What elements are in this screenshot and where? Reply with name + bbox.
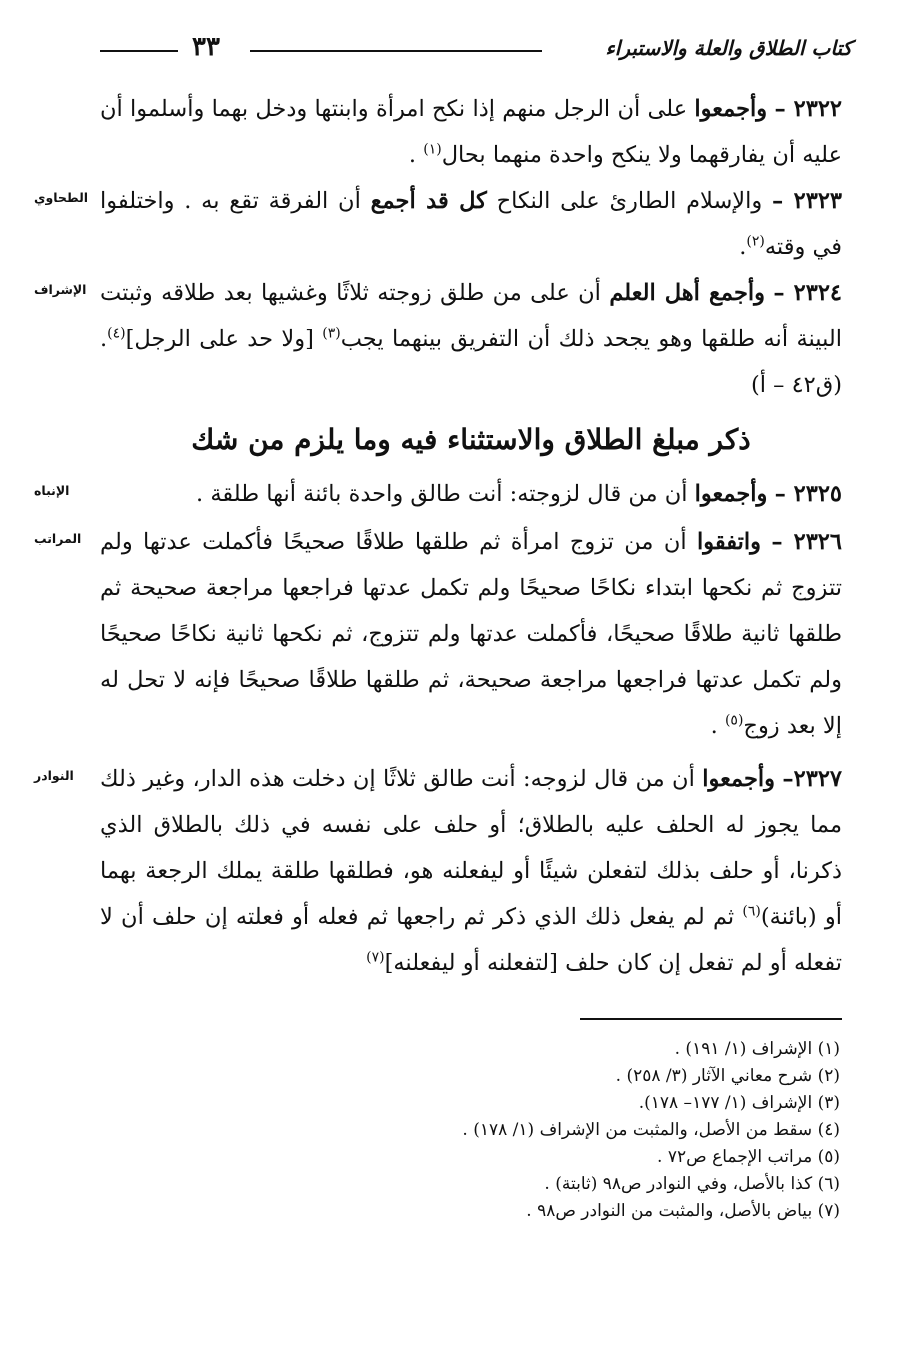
source-label: الطحاوي <box>34 190 89 205</box>
entry-number: ٢٣٢٤ – <box>773 280 842 306</box>
section-heading: ذكر مبلغ الطلاق والاستثناء فيه وما يلزم من شك <box>191 423 751 456</box>
entry-tail: . (ق٤٢ – أ) <box>100 326 842 398</box>
source-label: المراتب <box>34 531 82 546</box>
running-header <box>100 30 852 70</box>
entry-2327 <box>100 756 842 986</box>
entry-keyword: واتفقوا <box>696 529 761 555</box>
footnote-item: (٧) بياض بالأصل، والمثبت من النوادر ص٩٨ . <box>526 1201 840 1221</box>
source-label: النوادر <box>34 768 74 783</box>
entry-2324 <box>100 270 842 408</box>
entry-keyword: وأجمعوا <box>694 481 768 507</box>
footnotes <box>100 1036 840 1225</box>
footnote-ref: (٧) <box>366 949 385 966</box>
entry-keyword: وأجمعوا <box>694 96 768 122</box>
entry-2325 <box>100 471 842 517</box>
entry-2322 <box>100 86 842 178</box>
entry-tail: . <box>710 713 725 739</box>
entry-text: على أن الرجل منهم إذا نكح امرأة وابنتها ودخل بهما وأسلموا أن عليه أن يفارقهما ولا ينكح واحدة منهما بحال <box>100 96 842 168</box>
footnote-separator <box>580 1018 842 1020</box>
footnote-item: (١) الإشراف (١/ ١٩١) . <box>674 1039 840 1059</box>
entry-text: أن من تزوج امرأة ثم طلقها طلاقًا صحيحًا فأكملت عدتها ولم تتزوج ثم نكحها ابتداء نكاحًا صحيحًا ولم تكمل عدتها فراجعها مراجعة صحيحة ثم طلقها ثانية طلاقًا صحيحًا، فأكملت عدتها ولم تتزوج، ثم نكحها ثانية نكاحًا صحيحًا ولم تكمل عدتها فراجعها مراجعة صحيحة، ثم طلقها طلاقًا صحيحًا فإنه لا تحل له إلا بعد زوج <box>100 529 842 739</box>
header-rule <box>250 50 542 52</box>
entry-tail: . <box>739 234 747 260</box>
entry-text: والإسلام الطارئ على النكاح <box>496 188 763 214</box>
entry-text: أن على من طلق زوجته ثلاثًا وغشيها بعد طلاقه وثبتت البينة أنه طلقها وهو يجحد ذلك أن التفريق بينهما يجب <box>100 280 842 352</box>
footnote-ref: (١) <box>423 141 442 158</box>
entry-text: ثم لم يفعل ذلك الذي ذكر ثم راجعها ثم فعله أو فعلته إن حلف أن لا تفعله أو لم تفعل إن كان حلف [لتفعلنه أو ليفعلنه] <box>100 904 842 976</box>
entry-tail: . <box>408 142 424 168</box>
footnote-ref: (٢) <box>746 233 765 250</box>
entry-number: ٢٣٢٢ – <box>774 96 842 122</box>
source-label: الإنباه <box>34 483 70 498</box>
entry-keyword: كل قد أجمع <box>370 188 487 214</box>
footnote-ref: (٦) <box>742 903 761 920</box>
entry-number: ٢٣٢٥ – <box>774 481 842 507</box>
entry-text: [ولا حد على الرجل] <box>125 326 323 352</box>
page-number: ٣٣ <box>192 32 220 62</box>
entry-number: ٢٣٢٦ – <box>771 529 842 555</box>
entry-2326 <box>100 519 842 749</box>
running-title: كتاب الطلاق والعلة والاستبراء <box>605 36 852 60</box>
entry-number: ٢٣٢٧– <box>782 766 843 792</box>
footnote-item: (٣) الإشراف (١/ ١٧٧– ١٧٨). <box>638 1093 840 1113</box>
entry-text: أن من قال لزوجه: أنت طالق ثلاثًا إن دخلت هذه الدار، وغير ذلك مما يجوز له الحلف عليه بالطلاق؛ أو حلف على نفسه في ذلك بالطلاق الذي ذكرنا، أو حلف بذلك لتفعلن شيئًا أو ليفعلنه هو، فطلقها طلقة يملك الرجعة بهما أو (بائنة) <box>100 766 843 930</box>
footnote-item: (٤) سقط من الأصل، والمثبت من الإشراف (١/ ١٧٨) . <box>462 1120 840 1140</box>
entry-2323 <box>100 178 842 270</box>
entry-number: ٢٣٢٣ – <box>772 188 843 214</box>
footnote-ref: (٣) <box>322 325 341 342</box>
footnote-ref: (٤) <box>107 325 126 342</box>
entry-keyword: وأجمع أهل العلم <box>609 280 765 306</box>
entry-text: أن الفرقة تقع به . واختلفوا في وقته <box>100 188 842 260</box>
header-rule-short <box>100 50 178 52</box>
footnote-ref: (٥) <box>724 712 744 729</box>
footnote-item: (٥) مراتب الإجماع ص٧٢ . <box>657 1147 840 1167</box>
footnote-item: (٦) كذا بالأصل، وفي النوادر ص٩٨ (ثابتة) . <box>544 1174 840 1194</box>
entry-text: أن من قال لزوجته: أنت طالق واحدة بائنة أنها طلقة . <box>196 481 688 507</box>
entry-keyword: وأجمعوا <box>702 766 776 792</box>
footnote-item: (٢) شرح معاني الآثار (٣/ ٢٥٨) . <box>615 1066 840 1086</box>
source-label: الإشراف <box>34 282 87 297</box>
